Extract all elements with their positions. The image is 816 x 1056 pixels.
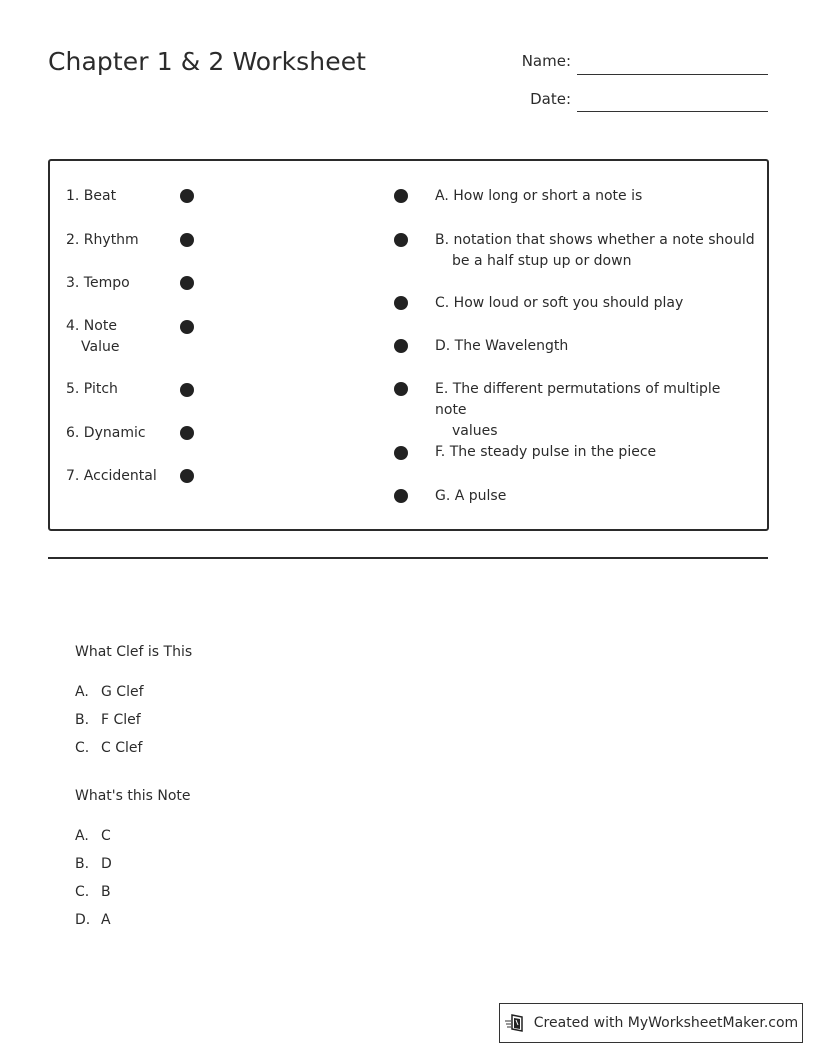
definition-b (435, 230, 755, 272)
definition-e-line1: E. The different permutations of multiple note (435, 381, 721, 418)
term-note-value-line1: 4. Note (66, 318, 117, 334)
option-text: G Clef (101, 684, 144, 700)
name-field-line[interactable] (577, 74, 768, 75)
option-letter: A. (75, 684, 89, 700)
question-1-option-c[interactable] (75, 740, 142, 756)
option-letter: B. (75, 712, 90, 728)
term-pitch: 5. Pitch (66, 381, 118, 397)
match-dot-left-3[interactable] (180, 276, 194, 290)
name-label: Name: (521, 52, 571, 70)
definition-b-line2: be a half stup up or down (452, 253, 632, 269)
option-letter: A. (75, 828, 89, 844)
definition-f: F. The steady pulse in the piece (435, 444, 657, 460)
date-label: Date: (530, 90, 571, 108)
match-dot-right-b[interactable] (394, 233, 408, 247)
definition-a: A. How long or short a note is (435, 188, 643, 204)
term-dynamic: 6. Dynamic (66, 425, 146, 441)
match-dot-right-f[interactable] (394, 446, 408, 460)
definition-e (435, 379, 755, 442)
question-2-option-c[interactable] (75, 884, 111, 900)
match-dot-right-d[interactable] (394, 339, 408, 353)
match-dot-left-7[interactable] (180, 469, 194, 483)
question-1-option-b[interactable] (75, 712, 141, 728)
match-dot-left-6[interactable] (180, 426, 194, 440)
option-text: D (101, 856, 112, 872)
worksheet-maker-logo-icon (504, 1013, 528, 1033)
created-with-badge[interactable] (499, 1003, 803, 1043)
option-text: B (101, 884, 111, 900)
question-1-prompt: What Clef is This (75, 644, 193, 660)
option-letter: B. (75, 856, 90, 872)
option-text: C Clef (101, 740, 143, 756)
match-dot-left-2[interactable] (180, 233, 194, 247)
definition-d: D. The Wavelength (435, 338, 569, 354)
created-with-text: Created with MyWorksheetMaker.com (533, 1015, 799, 1031)
question-1-option-a[interactable] (75, 684, 144, 700)
section-divider (48, 557, 768, 559)
term-tempo: 3. Tempo (66, 275, 130, 291)
option-letter: D. (75, 912, 91, 928)
question-2-option-d[interactable] (75, 912, 111, 928)
match-dot-left-4[interactable] (180, 320, 194, 334)
option-text: A (101, 912, 111, 928)
definition-e-line2: values (452, 423, 498, 439)
option-text: C (101, 828, 111, 844)
definition-b-line1: B. notation that shows whether a note should (435, 232, 755, 248)
term-note-value (66, 316, 119, 358)
date-field-line[interactable] (577, 111, 768, 112)
term-rhythm: 2. Rhythm (66, 232, 139, 248)
definition-c: C. How loud or soft you should play (435, 295, 684, 311)
term-accidental: 7. Accidental (66, 468, 157, 484)
match-dot-right-a[interactable] (394, 189, 408, 203)
term-beat: 1. Beat (66, 188, 117, 204)
definition-g: G. A pulse (435, 488, 507, 504)
option-letter: C. (75, 884, 90, 900)
match-dot-right-g[interactable] (394, 489, 408, 503)
option-letter: C. (75, 740, 90, 756)
option-text: F Clef (101, 712, 141, 728)
match-dot-left-5[interactable] (180, 383, 194, 397)
question-2-prompt: What's this Note (75, 788, 191, 804)
match-dot-right-c[interactable] (394, 296, 408, 310)
term-note-value-line2: Value (81, 339, 120, 355)
question-2-option-b[interactable] (75, 856, 112, 872)
match-dot-right-e[interactable] (394, 382, 408, 396)
page-title: Chapter 1 & 2 Worksheet (48, 47, 367, 76)
question-2-option-a[interactable] (75, 828, 111, 844)
match-dot-left-1[interactable] (180, 189, 194, 203)
